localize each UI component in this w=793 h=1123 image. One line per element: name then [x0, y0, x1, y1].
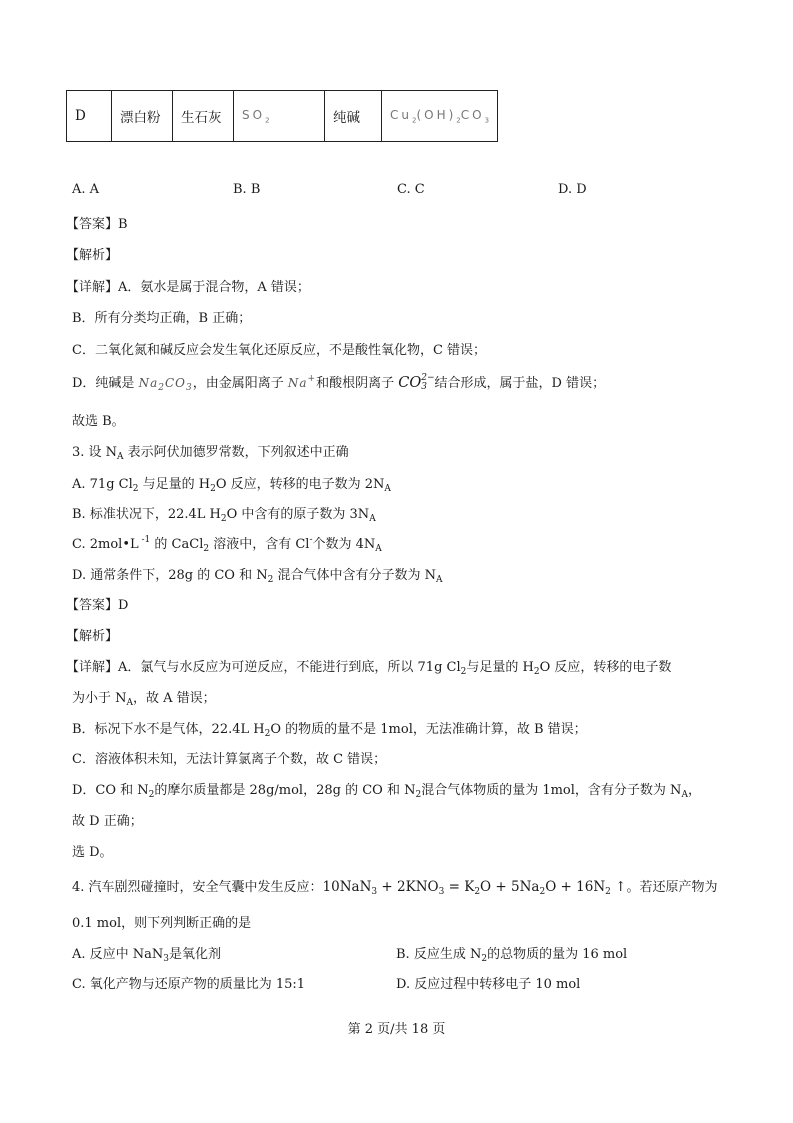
- table-cell-mixture: 漂白粉: [112, 91, 173, 142]
- q2-answer: 【答案】B: [66, 217, 128, 232]
- q3-detail-a-line2: 为小于 $N_A$，故 A 错误；: [72, 691, 216, 708]
- table-cell-base: 纯碱: [325, 91, 382, 142]
- table-cell-oxide: 生石灰: [173, 91, 234, 142]
- q3-detail-c: C．溶液体积未知，无法计算氯离子个数，故 C 错误；: [72, 752, 387, 767]
- q2-conclusion: 故选 B。: [72, 414, 125, 429]
- q4-stem-line2: 0.1 mol，则下列判断正确的是: [72, 916, 252, 931]
- formula-cu2oh2co3: $Cu_2(OH)_2CO_3$: [390, 108, 490, 125]
- q2-detail-c: C．二氧化氮和碱反应会发生氧化还原反应，不是酸性氧化物，C 错误；: [72, 343, 487, 358]
- q3-detail-d-line2: 故 D 正确；: [72, 814, 143, 829]
- q2-option-c: C. C: [397, 182, 425, 197]
- q4-option-c: C. 氧化产物与还原产物的质量比为 15:1: [72, 977, 306, 992]
- q2-option-b: B. B: [233, 182, 261, 197]
- q3-option-a: A. 71g $Cl_2$ 与足量的 $H_2O$ 反应，转移的电子数为 $2N_A$: [72, 477, 391, 494]
- table-row: [67, 91, 498, 142]
- table-cell-acidic-oxide: [234, 91, 325, 142]
- table-cell-label: D: [67, 91, 112, 142]
- q3-option-c: C. 2mol•L $^{-1}$ 的 CaCl$_2$ 溶液中，含有 Cl-个数为 $4N_A$: [72, 535, 382, 554]
- formula-na-ion: Na+: [287, 374, 317, 390]
- q2-option-d: D. D: [558, 182, 587, 197]
- q3-detail-d-line1: D．CO 和 $N_2$的摩尔质量都是 28g/mol，28g 的 CO 和 $N_2$混合气体物质的量为 1mol，含有分子数为 $N_A$，: [72, 783, 701, 800]
- q2-detail-d: D．纯碱是 $Na_2CO_3$，由金属阳离子 Na+和酸根阴离子 CO 2− 3 结合形成，属于盐，D 错误；: [72, 373, 606, 393]
- q4-equation: $10NaN_3 + 2KNO_3 = K_2O + 5Na_2O + 16N_2$ ↑: [322, 879, 627, 897]
- table-cell-salt: [382, 91, 498, 142]
- q3-detail-b: B．标况下水不是气体，22.4L $H_2O$ 的物质的量不是 1mol，无法准确计算，故 B 错误；: [72, 722, 587, 739]
- q2-analysis-heading: 【解析】: [66, 248, 119, 263]
- q4-option-a: A. 反应中 NaN$_3$是氧化剂: [72, 947, 222, 964]
- q4-option-d: D. 反应过程中转移电子 10 mol: [396, 977, 581, 992]
- q3-stem: 3. 设 $N_A$ 表示阿伏加德罗常数，下列叙述中正确: [72, 445, 349, 462]
- q3-option-b: B. 标准状况下，22.4L $H_2O$ 中含有的原子数为 $3N_A$: [72, 507, 376, 524]
- page-footer: 第 2 页/共 18 页: [347, 1022, 446, 1037]
- q3-answer: 【答案】D: [66, 598, 129, 613]
- q3-conclusion: 选 D。: [72, 845, 113, 860]
- classification-table: [66, 90, 498, 142]
- q2-detail-a: 【详解】A．氨水是属于混合物，A 错误；: [66, 280, 310, 295]
- q2-option-a: A. A: [72, 182, 100, 197]
- q3-detail-a-line1: 【详解】A．氯气与水反应为可逆反应，不能进行到底，所以 71g $Cl_2$与足量的 $H_2O$ 反应，转移的电子数: [66, 660, 672, 677]
- q3-option-d: D. 通常条件下，28g 的 CO 和 $N_2$ 混合气体中含有分子数为 $N_A$: [72, 568, 443, 585]
- formula-na2co3: $Na_2CO_3$: [138, 376, 193, 393]
- q2-detail-b: B．所有分类均正确，B 正确；: [72, 311, 252, 326]
- q3-analysis-heading: 【解析】: [66, 629, 119, 644]
- q4-stem-line1: 4. 汽车剧烈碰撞时，安全气囊中发生反应：$10NaN_3 + 2KNO_3 = K_2O + 5Na_2O + 16N_2$ ↑。若还原产物为: [72, 879, 718, 897]
- q4-option-b: B. 反应生成 $N_2$的总物质的量为 16 mol: [396, 947, 628, 964]
- formula-co3-ion: CO 2− 3: [398, 373, 435, 392]
- formula-so2: $SO_2$: [242, 108, 270, 125]
